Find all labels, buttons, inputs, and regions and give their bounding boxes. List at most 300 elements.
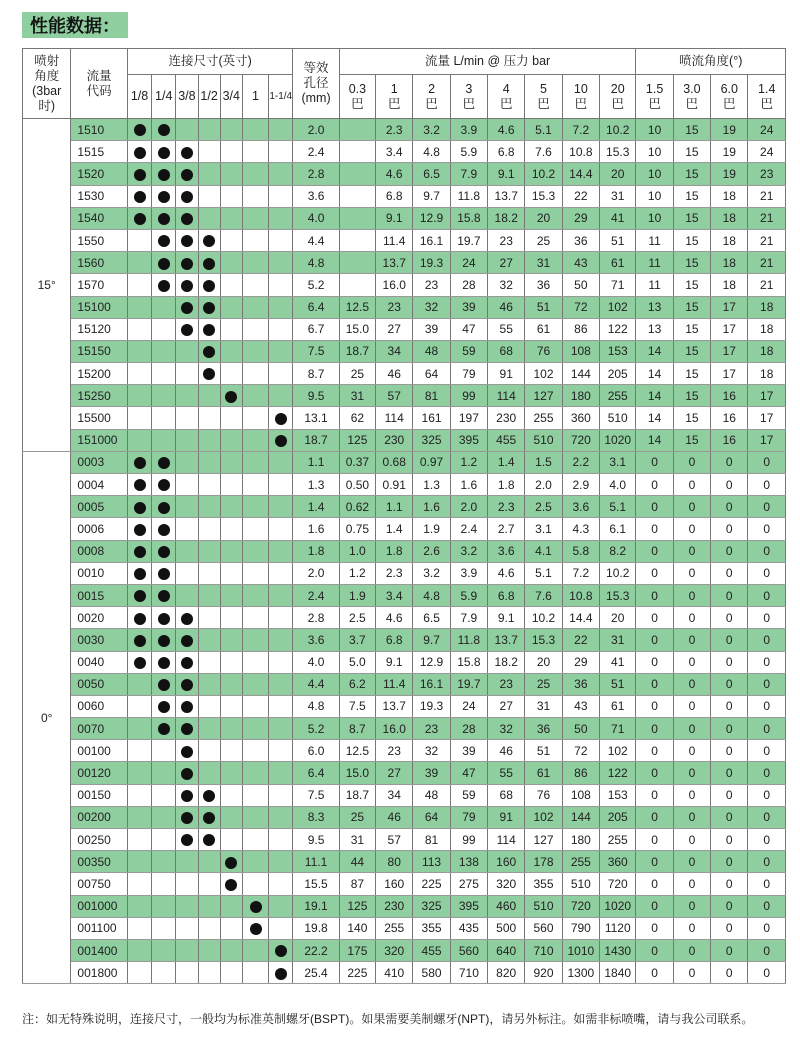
spray-angle-value-cell: 15	[673, 141, 710, 163]
spray-angle-value-cell: 0	[636, 962, 673, 984]
size-cell	[198, 385, 220, 407]
spray-angle-value-cell: 15	[673, 274, 710, 296]
orifice-cell: 2.0	[293, 119, 339, 141]
size-cell	[152, 252, 176, 274]
flow-cell: 79	[450, 363, 487, 385]
flow-cell: 455	[413, 939, 450, 961]
flow-cell: 360	[562, 407, 599, 429]
available-dot-icon	[203, 258, 215, 270]
flow-cell: 820	[488, 962, 525, 984]
flow-cell	[339, 141, 375, 163]
size-cell	[269, 496, 293, 518]
flow-cell: 4.1	[525, 540, 562, 562]
orifice-cell: 22.2	[293, 939, 339, 961]
spray-angle-value-cell: 0	[673, 607, 710, 629]
size-cell	[152, 695, 176, 717]
size-cell	[198, 119, 220, 141]
spray-pressure-header: 3.0 巴	[673, 75, 710, 119]
orifice-cell: 19.1	[293, 895, 339, 917]
size-header: 1/4	[152, 75, 176, 119]
size-cell	[269, 252, 293, 274]
size-cell	[269, 784, 293, 806]
flow-cell: 230	[376, 429, 413, 451]
size-cell	[176, 207, 198, 229]
spray-angle-value-cell: 0	[673, 740, 710, 762]
flow-cell: 205	[600, 363, 636, 385]
flow-cell: 32	[413, 296, 450, 318]
size-cell	[127, 962, 151, 984]
flow-cell: 15.3	[600, 584, 636, 606]
flow-cell: 13.7	[488, 629, 525, 651]
flow-cell: 61	[600, 252, 636, 274]
size-cell	[152, 229, 176, 251]
flow-cell: 62	[339, 407, 375, 429]
flow-cell: 25	[525, 673, 562, 695]
available-dot-icon	[158, 191, 170, 203]
flow-cell: 127	[525, 385, 562, 407]
spray-angle-value-cell: 0	[748, 673, 786, 695]
size-cell	[220, 451, 242, 473]
table-row	[23, 407, 786, 429]
flow-cell: 720	[562, 895, 599, 917]
available-dot-icon	[181, 701, 193, 713]
flow-cell: 560	[525, 917, 562, 939]
size-cell	[176, 429, 198, 451]
spray-angle-value-cell: 24	[748, 119, 786, 141]
spray-angle-value-cell: 10	[636, 207, 673, 229]
flow-cell: 32	[488, 274, 525, 296]
available-dot-icon	[275, 968, 287, 980]
size-cell	[152, 296, 176, 318]
flow-cell: 4.3	[562, 518, 599, 540]
size-cell	[127, 318, 151, 340]
flow-cell: 360	[600, 851, 636, 873]
size-cell	[176, 474, 198, 496]
spray-angle-value-cell: 21	[748, 274, 786, 296]
flow-cell	[339, 185, 375, 207]
size-cell	[242, 629, 268, 651]
flow-cell: 6.5	[413, 163, 450, 185]
spray-angle-value-cell: 10	[636, 185, 673, 207]
orifice-cell: 15.5	[293, 873, 339, 895]
spray-angle-value-cell: 0	[711, 474, 748, 496]
spray-angle-value-cell: 0	[711, 873, 748, 895]
size-cell	[220, 318, 242, 340]
size-cell	[127, 163, 151, 185]
pressure-header: 3 巴	[450, 75, 487, 119]
flow-cell	[339, 119, 375, 141]
size-cell	[242, 917, 268, 939]
table-row	[23, 185, 786, 207]
spray-angle-value-cell: 23	[748, 163, 786, 185]
size-cell	[127, 607, 151, 629]
size-cell	[242, 784, 268, 806]
flow-cell: 12.5	[339, 740, 375, 762]
size-cell	[127, 851, 151, 873]
size-cell	[176, 673, 198, 695]
flow-cell: 28	[450, 274, 487, 296]
spray-angle-value-cell: 0	[748, 784, 786, 806]
flow-cell: 1020	[600, 429, 636, 451]
flow-cell: 86	[562, 762, 599, 784]
flow-code-cell: 001400	[71, 939, 128, 961]
size-cell	[220, 141, 242, 163]
size-header: 1/2	[198, 75, 220, 119]
flow-cell	[339, 252, 375, 274]
size-cell	[269, 651, 293, 673]
flow-cell: 560	[450, 939, 487, 961]
spray-angle-value-cell: 15	[673, 185, 710, 207]
flow-cell: 11.4	[376, 229, 413, 251]
size-cell	[242, 229, 268, 251]
size-cell	[269, 607, 293, 629]
size-cell	[176, 939, 198, 961]
flow-cell: 10.2	[600, 119, 636, 141]
size-cell	[220, 718, 242, 740]
flow-cell: 2.2	[562, 451, 599, 473]
table-row	[23, 562, 786, 584]
flow-code-cell: 1515	[71, 141, 128, 163]
size-cell	[269, 673, 293, 695]
available-dot-icon	[203, 834, 215, 846]
flow-cell: 2.5	[339, 607, 375, 629]
spray-angle-value-cell: 0	[673, 917, 710, 939]
size-cell	[242, 407, 268, 429]
flow-cell	[339, 207, 375, 229]
flow-cell: 12.5	[339, 296, 375, 318]
size-cell	[176, 962, 198, 984]
spray-angle-value-cell: 0	[673, 584, 710, 606]
size-cell	[220, 252, 242, 274]
size-header: 3/8	[176, 75, 198, 119]
orifice-cell: 6.4	[293, 762, 339, 784]
flow-code-cell: 1550	[71, 229, 128, 251]
spray-angle-value-cell: 15	[673, 252, 710, 274]
flow-cell: 39	[413, 762, 450, 784]
flow-code-cell: 151000	[71, 429, 128, 451]
size-cell	[176, 584, 198, 606]
flow-cell: 255	[376, 917, 413, 939]
size-cell	[198, 340, 220, 362]
size-cell	[152, 540, 176, 562]
flow-cell: 51	[600, 229, 636, 251]
size-cell	[220, 607, 242, 629]
spray-angle-value-cell: 21	[748, 229, 786, 251]
size-cell	[220, 917, 242, 939]
flow-cell: 3.9	[450, 562, 487, 584]
flow-code-cell: 0006	[71, 518, 128, 540]
orifice-cell: 2.8	[293, 163, 339, 185]
flow-cell: 510	[525, 895, 562, 917]
spray-angle-value-cell: 0	[748, 496, 786, 518]
size-cell	[176, 163, 198, 185]
flow-cell: 3.9	[450, 119, 487, 141]
orifice-cell: 2.8	[293, 607, 339, 629]
size-cell	[152, 340, 176, 362]
available-dot-icon	[158, 635, 170, 647]
flow-cell: 31	[339, 385, 375, 407]
flow-cell: 23	[488, 229, 525, 251]
flow-cell: 20	[600, 607, 636, 629]
flow-cell: 29	[562, 207, 599, 229]
available-dot-icon	[225, 879, 237, 891]
spray-angle-value-cell: 14	[636, 363, 673, 385]
flow-cell: 1.0	[339, 540, 375, 562]
spray-angle-value-cell: 0	[673, 784, 710, 806]
size-cell	[198, 274, 220, 296]
spray-angle-value-cell: 0	[748, 474, 786, 496]
size-cell	[127, 274, 151, 296]
flow-cell: 36	[525, 274, 562, 296]
flow-cell: 11.4	[376, 673, 413, 695]
spray-angle-value-cell: 0	[673, 474, 710, 496]
flow-cell: 57	[376, 385, 413, 407]
flow-cell: 43	[562, 252, 599, 274]
flow-cell: 59	[450, 784, 487, 806]
flow-cell: 4.6	[376, 163, 413, 185]
table-row	[23, 119, 786, 141]
flow-cell: 510	[562, 873, 599, 895]
size-cell	[220, 518, 242, 540]
spray-angle-value-cell: 0	[711, 584, 748, 606]
size-cell	[176, 829, 198, 851]
size-cell	[220, 762, 242, 784]
size-cell	[220, 740, 242, 762]
flow-cell: 153	[600, 784, 636, 806]
spray-angle-value-cell: 0	[673, 629, 710, 651]
flow-cell: 55	[488, 318, 525, 340]
flow-cell: 205	[600, 806, 636, 828]
flow-cell: 102	[600, 296, 636, 318]
flow-cell: 225	[413, 873, 450, 895]
flow-cell: 3.4	[376, 141, 413, 163]
flow-cell: 275	[450, 873, 487, 895]
size-cell	[152, 318, 176, 340]
table-row	[23, 695, 786, 717]
flow-code-cell: 00750	[71, 873, 128, 895]
size-cell	[127, 939, 151, 961]
spray-angle-value-cell: 0	[636, 474, 673, 496]
orifice-cell: 5.2	[293, 718, 339, 740]
flow-cell: 2.7	[488, 518, 525, 540]
flow-cell: 36	[525, 718, 562, 740]
available-dot-icon	[134, 479, 146, 491]
flow-cell: 36	[562, 673, 599, 695]
spray-angle-value-cell: 15	[673, 207, 710, 229]
size-cell	[220, 385, 242, 407]
orifice-cell: 11.1	[293, 851, 339, 873]
size-cell	[176, 252, 198, 274]
size-cell	[269, 895, 293, 917]
flow-cell: 39	[450, 296, 487, 318]
size-cell	[198, 762, 220, 784]
available-dot-icon	[181, 613, 193, 625]
spray-angle-value-cell: 0	[711, 695, 748, 717]
size-cell	[242, 474, 268, 496]
pressure-header: 10 巴	[562, 75, 599, 119]
size-cell	[220, 962, 242, 984]
size-cell	[220, 673, 242, 695]
flow-cell: 255	[562, 851, 599, 873]
size-cell	[198, 962, 220, 984]
size-cell	[152, 363, 176, 385]
size-cell	[198, 185, 220, 207]
flow-cell: 108	[562, 340, 599, 362]
size-cell	[198, 474, 220, 496]
flow-cell: 2.6	[413, 540, 450, 562]
flow-cell: 1.4	[376, 518, 413, 540]
spray-angle-value-cell: 0	[748, 851, 786, 873]
flow-cell: 43	[562, 695, 599, 717]
spray-angle-value-cell: 0	[673, 496, 710, 518]
available-dot-icon	[158, 524, 170, 536]
orifice-cell: 2.4	[293, 584, 339, 606]
spray-angle-value-cell: 0	[636, 584, 673, 606]
size-cell	[198, 163, 220, 185]
available-dot-icon	[203, 324, 215, 336]
size-cell	[152, 407, 176, 429]
size-cell	[127, 229, 151, 251]
size-cell	[152, 873, 176, 895]
available-dot-icon	[134, 147, 146, 159]
size-cell	[127, 407, 151, 429]
flow-cell: 720	[562, 429, 599, 451]
flow-code-cell: 1560	[71, 252, 128, 274]
size-cell	[220, 895, 242, 917]
flow-cell: 64	[413, 363, 450, 385]
flow-cell: 27	[376, 762, 413, 784]
flow-cell: 50	[562, 274, 599, 296]
size-cell	[269, 296, 293, 318]
spray-angle-value-cell: 18	[711, 252, 748, 274]
size-cell	[242, 695, 268, 717]
flow-cell: 79	[450, 806, 487, 828]
flow-cell: 1300	[562, 962, 599, 984]
table-row	[23, 939, 786, 961]
size-cell	[176, 229, 198, 251]
spray-angle-value-cell: 17	[711, 296, 748, 318]
flow-cell: 24	[450, 695, 487, 717]
size-cell	[152, 762, 176, 784]
flow-code-cell: 15200	[71, 363, 128, 385]
size-cell	[198, 496, 220, 518]
flow-cell: 61	[525, 318, 562, 340]
size-cell	[176, 141, 198, 163]
size-cell	[269, 185, 293, 207]
table-row	[23, 229, 786, 251]
table-row	[23, 829, 786, 851]
size-cell	[176, 363, 198, 385]
flow-cell: 14.4	[562, 607, 599, 629]
size-cell	[242, 740, 268, 762]
flow-cell: 9.1	[488, 607, 525, 629]
spray-angle-value-cell: 17	[748, 385, 786, 407]
size-cell	[220, 784, 242, 806]
table-row	[23, 873, 786, 895]
flow-cell: 68	[488, 340, 525, 362]
orifice-cell: 2.4	[293, 141, 339, 163]
flow-cell: 29	[562, 651, 599, 673]
table-row	[23, 806, 786, 828]
flow-cell: 9.1	[376, 651, 413, 673]
spray-angle-value-cell: 0	[673, 718, 710, 740]
orifice-cell: 6.7	[293, 318, 339, 340]
flow-cell: 2.0	[450, 496, 487, 518]
orifice-cell: 1.8	[293, 540, 339, 562]
flow-cell: 51	[600, 673, 636, 695]
flow-cell: 71	[600, 718, 636, 740]
size-cell	[198, 806, 220, 828]
flow-cell: 47	[450, 762, 487, 784]
flow-cell: 144	[562, 363, 599, 385]
flow-cell: 160	[376, 873, 413, 895]
size-cell	[152, 429, 176, 451]
orifice-cell: 1.3	[293, 474, 339, 496]
size-cell	[269, 451, 293, 473]
flow-cell: 44	[339, 851, 375, 873]
angle-header: 喷射 角度 (3bar 时)	[23, 49, 71, 119]
flow-cell: 125	[339, 429, 375, 451]
size-cell	[152, 895, 176, 917]
table-row	[23, 651, 786, 673]
size-cell	[198, 895, 220, 917]
spray-angle-value-cell: 0	[673, 762, 710, 784]
spray-angle-value-cell: 15	[673, 429, 710, 451]
flow-cell	[339, 274, 375, 296]
flow-cell: 81	[413, 829, 450, 851]
available-dot-icon	[158, 546, 170, 558]
flow-cell: 13.7	[376, 695, 413, 717]
flow-cell: 23	[413, 274, 450, 296]
flow-cell: 46	[488, 296, 525, 318]
size-cell	[127, 584, 151, 606]
flow-cell: 3.2	[413, 562, 450, 584]
flow-cell: 72	[562, 740, 599, 762]
size-cell	[242, 340, 268, 362]
spray-angle-cell: 0°	[23, 451, 71, 984]
flow-cell: 460	[488, 895, 525, 917]
size-cell	[269, 806, 293, 828]
flow-cell: 1.8	[488, 474, 525, 496]
flow-cell: 36	[562, 229, 599, 251]
available-dot-icon	[181, 191, 193, 203]
available-dot-icon	[158, 479, 170, 491]
spray-angle-value-cell: 15	[673, 318, 710, 340]
flow-cell: 2.3	[376, 562, 413, 584]
flow-cell: 39	[450, 740, 487, 762]
size-cell	[198, 296, 220, 318]
flow-cell: 16.0	[376, 274, 413, 296]
spray-angle-value-cell: 15	[673, 296, 710, 318]
available-dot-icon	[158, 723, 170, 735]
spray-pressure-header: 6.0 巴	[711, 75, 748, 119]
size-cell	[127, 673, 151, 695]
spray-angle-value-cell: 0	[711, 518, 748, 540]
flow-cell: 6.8	[376, 185, 413, 207]
flow-code-cell: 00150	[71, 784, 128, 806]
flow-code-cell: 0008	[71, 540, 128, 562]
size-cell	[242, 185, 268, 207]
size-cell	[127, 562, 151, 584]
available-dot-icon	[203, 368, 215, 380]
size-cell	[242, 829, 268, 851]
size-cell	[198, 318, 220, 340]
orifice-cell: 4.0	[293, 207, 339, 229]
spray-angle-value-cell: 18	[748, 340, 786, 362]
size-cell	[127, 718, 151, 740]
spray-angle-value-cell: 0	[748, 939, 786, 961]
flow-cell: 15.3	[525, 629, 562, 651]
